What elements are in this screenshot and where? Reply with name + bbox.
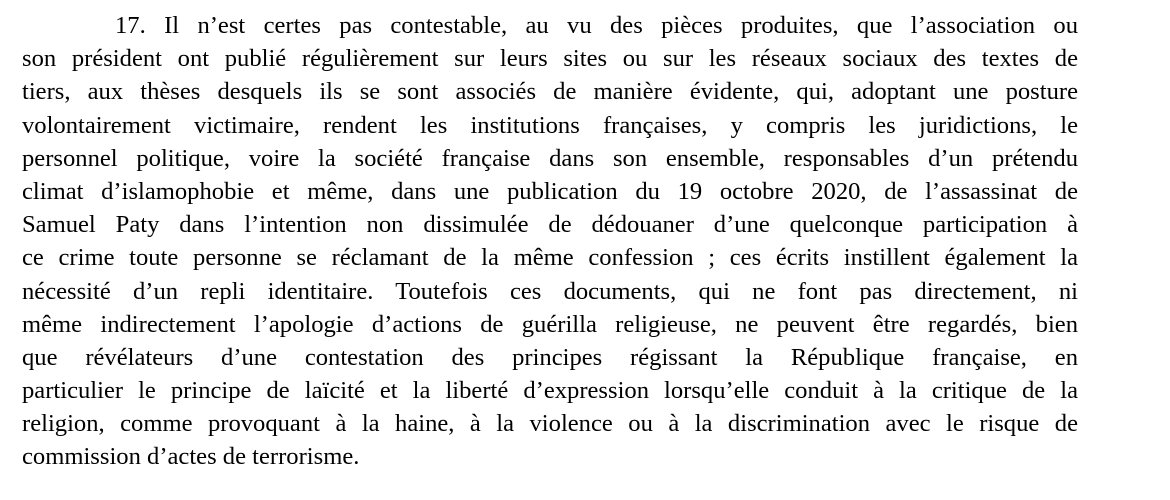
paragraph-17 — [22, 9, 1078, 474]
text-line: même indirectement l’apologie d’actions de guérilla religieuse, ne peuvent être regardés, bien — [22, 310, 1078, 338]
text-line: son président ont publié régulièrement sur leurs sites ou sur les réseaux sociaux des textes de — [22, 45, 1078, 73]
text-line: climat d’islamophobie et même, dans une publication du 19 octobre 2020, de l’assassinat de — [22, 177, 1078, 205]
text-line: ce crime toute personne se réclamant de la même confession ; ces écrits instillent également la — [22, 244, 1078, 272]
text-line: religion, comme provoquant à la haine, à la violence ou à la discrimination avec le risque de — [22, 410, 1078, 438]
text-line: nécessité d’un repli identitaire. Toutefois ces documents, qui ne font pas directement, ni — [22, 277, 1078, 305]
text-line: particulier le principe de laïcité et la liberté d’expression lorsqu’elle conduit à la critique de la — [22, 377, 1078, 405]
text-line: Samuel Paty dans l’intention non dissimulée de dédouaner d’une quelconque participation à — [22, 211, 1078, 239]
text-line: tiers, aux thèses desquels ils se sont associés de manière évidente, qui, adoptant une posture — [22, 78, 1078, 106]
text-line: que révélateurs d’une contestation des principes régissant la République française, en — [22, 343, 1078, 371]
text-line: 17. Il n’est certes pas contestable, au vu des pièces produites, que l’association ou — [115, 12, 1078, 39]
text-line: commission d’actes de terrorisme. — [22, 443, 360, 471]
text-line: personnel politique, voire la société française dans son ensemble, responsables d’un prétendu — [22, 144, 1078, 172]
text-line: volontairement victimaire, rendent les institutions françaises, y compris les juridictions, le — [22, 111, 1078, 139]
